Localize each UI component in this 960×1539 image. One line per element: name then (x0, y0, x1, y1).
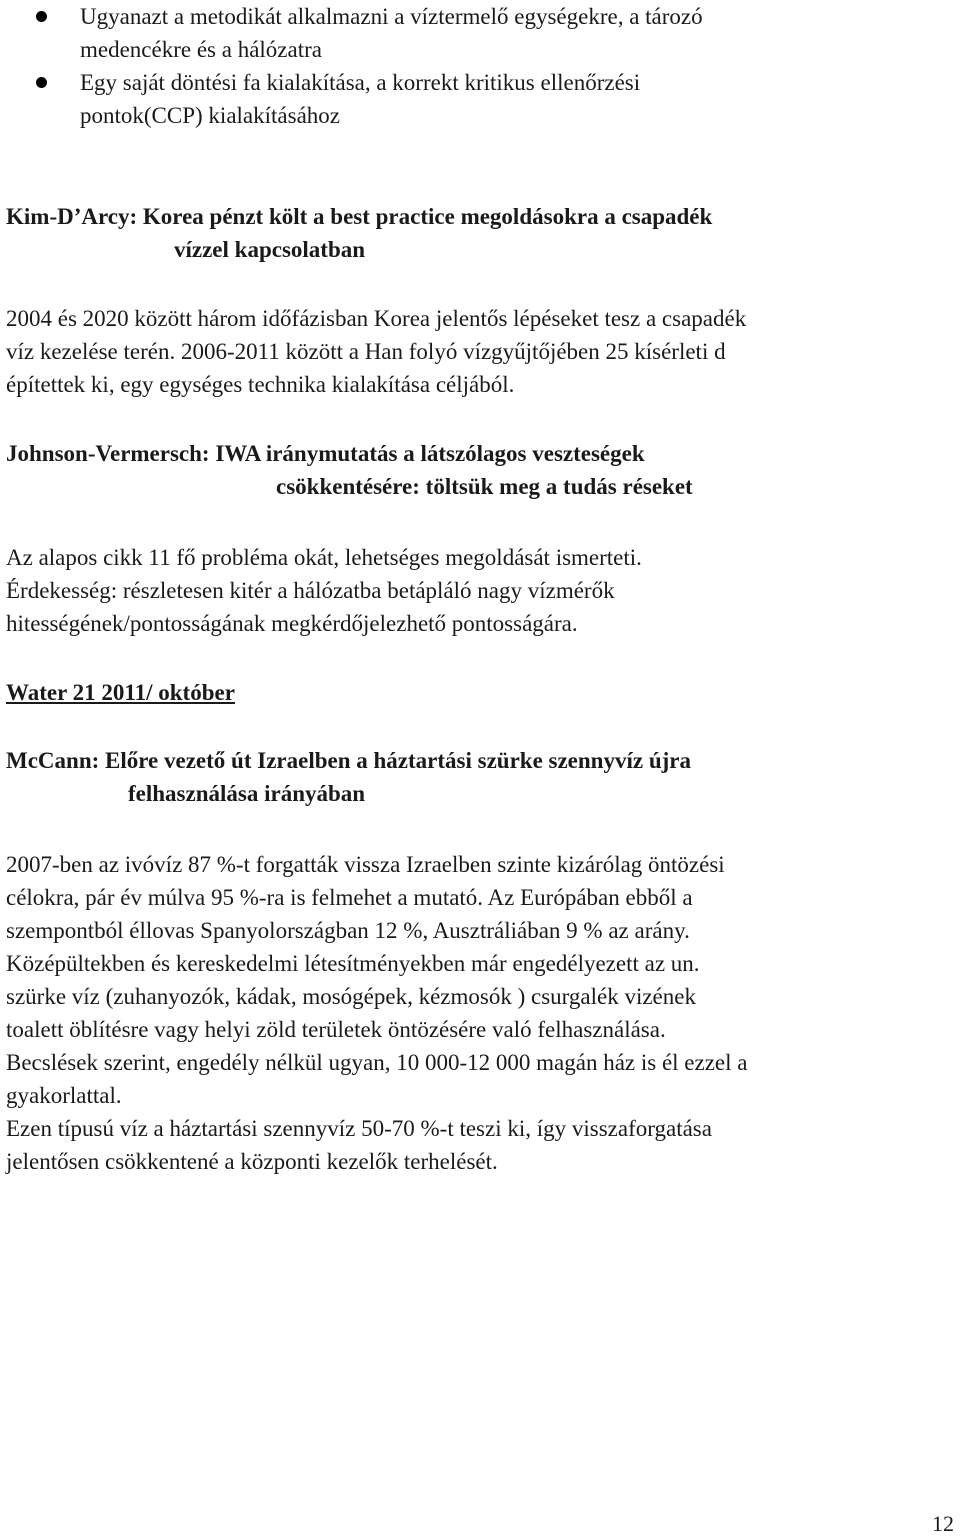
bullet-item (0, 0, 950, 66)
mccann-body-line: jelentősen csökkentené a központi kezelők terhelését. (6, 1149, 498, 1174)
kim-body-line: 2004 és 2020 között három időfázisban Korea jelentős lépéseket tesz a csapadék (6, 306, 747, 331)
section-title: Water 21 2011/ október (6, 680, 235, 705)
bullet-text-line: medencékre és a hálózatra (80, 37, 322, 62)
bullet-item (0, 66, 950, 132)
mccann-body-line: szempontból éllovas Spanyolországban 12 %, Ausztráliában 9 % az arány. (6, 918, 690, 943)
mccann-body-line: 2007-ben az ivóvíz 87 %-t forgatták vissza Izraelben szinte kizárólag öntözési (6, 852, 725, 877)
johnson-heading-line: Johnson-Vermersch: IWA iránymutatás a látszólagos veszteségek (6, 441, 645, 466)
bullet-icon (36, 77, 47, 88)
kim-body-line: építettek ki, egy egységes technika kialakítása céljából. (6, 372, 515, 397)
bullet-icon (36, 11, 47, 22)
bullet-text-line: pontok(CCP) kialakításához (80, 103, 340, 128)
johnson-body-line: hitességének/pontosságának megkérdőjelezhető pontosságára. (6, 611, 578, 636)
kim-heading (6, 200, 946, 266)
kim-body-line: víz kezelése terén. 2006-2011 között a Han folyó vízgyűjtőjében 25 kísérleti d (6, 339, 726, 364)
mccann-body-line: gyakorlattal. (6, 1083, 122, 1108)
mccann-heading-line: felhasználása irányában (128, 781, 366, 806)
johnson-body (6, 541, 956, 640)
johnson-heading-line: csökkentésére: töltsük meg a tudás réseket (276, 474, 693, 499)
mccann-heading (6, 744, 946, 810)
mccann-body-line: Becslések szerint, engedély nélkül ugyan, 10 000-12 000 magán ház is él ezzel a (6, 1050, 748, 1075)
bullet-text-line: Egy saját döntési fa kialakítása, a korrekt kritikus ellenőrzési (80, 70, 641, 95)
kim-heading-line: vízzel kapcsolatban (174, 237, 366, 262)
mccann-body-line: toalett öblítésre vagy helyi zöld területek öntözésére való felhasználása. (6, 1017, 666, 1042)
page-number: 12 (932, 1511, 954, 1536)
bullet-list (0, 0, 950, 132)
mccann-body (6, 848, 956, 1178)
mccann-body-line: célokra, pár év múlva 95 %-ra is felmehet a mutató. Az Európában ebből a (6, 885, 693, 910)
kim-body (6, 302, 956, 401)
johnson-body-line: Az alapos cikk 11 fő probléma okát, lehetséges megoldását ismerteti. (6, 545, 642, 570)
kim-heading-line: Kim-D’Arcy: Korea pénzt költ a best practice megoldásokra a csapadék (6, 204, 713, 229)
mccann-body-line: Középültekben és kereskedelmi létesítményekben már engedélyezett az un. (6, 951, 700, 976)
mccann-body-line: szürke víz (zuhanyozók, kádak, mosógépek, kézmosók ) csurgalék vizének (6, 984, 696, 1009)
johnson-body-line: Érdekesség: részletesen kitér a hálózatba betápláló nagy vízmérők (6, 578, 615, 603)
mccann-body-line: Ezen típusú víz a háztartási szennyvíz 50-70 %-t teszi ki, így visszaforgatása (6, 1116, 712, 1141)
mccann-heading-line: McCann: Előre vezető út Izraelben a háztartási szürke szennyvíz újra (6, 748, 691, 773)
johnson-heading (6, 437, 946, 503)
bullet-text-line: Ugyanazt a metodikát alkalmazni a víztermelő egységekre, a tározó (80, 4, 703, 29)
